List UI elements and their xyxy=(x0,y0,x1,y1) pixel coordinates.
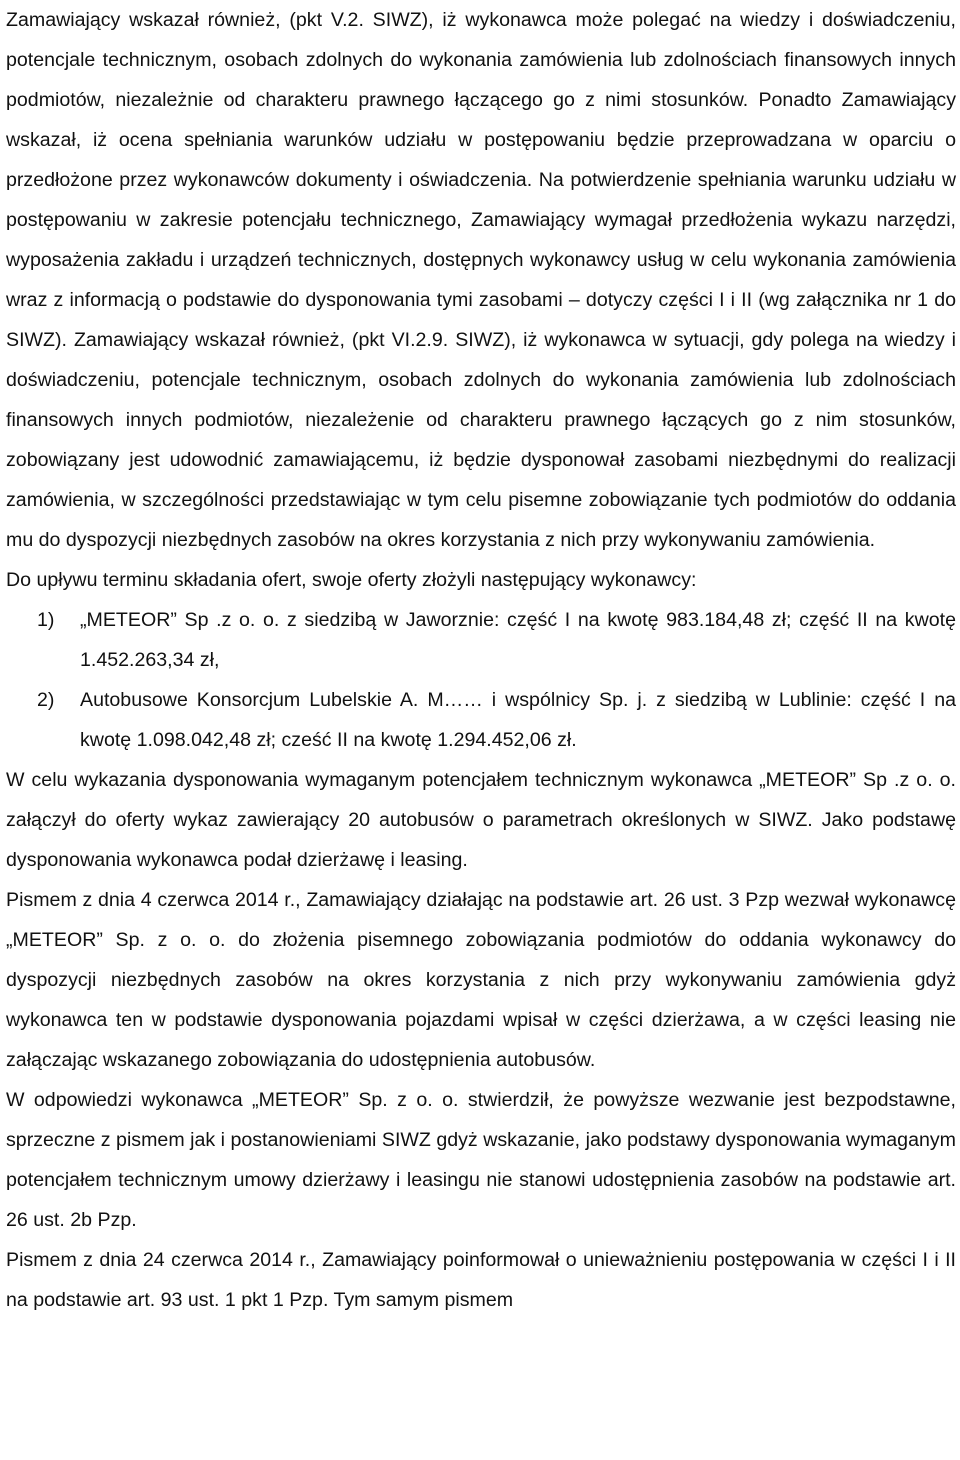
list-item-text: Autobusowe Konsorcjum Lubelskie A. M…… i wspólnicy Sp. j. z siedzibą w Lublinie: część I na kwotę 1.098.042,48 zł; cześć II na kwotę 1.294.452,06 zł. xyxy=(80,689,956,751)
paragraph-technical-capacity: W celu wykazania dysponowania wymaganym potencjałem technicznym wykonawca „METEOR” Sp .z o. o. załączył do oferty wykaz zawierający 20 autobusów o parametrach określonych w SIWZ. Jako podstawę dysponowania wykonawca podał dzierżawę i leasing. xyxy=(6,769,956,871)
paragraph-cancellation: Pismem z dnia 24 czerwca 2014 r., Zamawiający poinformował o unieważnieniu postępowania w części I i II na podstawie art. 93 ust. 1 pkt 1 Pzp. Tym samym pismem xyxy=(6,1249,956,1311)
list-item xyxy=(6,600,956,680)
paragraph-offers-intro: Do upływu terminu składania ofert, swoje oferty złożyli następujący wykonawcy: xyxy=(6,569,697,591)
list-item-text: „METEOR” Sp .z o. o. z siedzibą w Jaworznie: część I na kwotę 983.184,48 zł; część II na kwotę 1.452.263,34 zł, xyxy=(80,609,956,671)
paragraph-requirements: Zamawiający wskazał również, (pkt V.2. SIWZ), iż wykonawca może polegać na wiedzy i doświadczeniu, potencjale technicznym, osobach zdolnych do wykonania zamówienia lub zdolnościach finansowych innych podmiotów, niezależnie od charakteru prawnego łączącego go z nimi stosunków. Ponadto Zamawiający wskazał, iż ocena spełniania warunków udziału w postępowaniu będzie przeprowadzana w oparciu o przedłożone przez wykonawców dokumenty i oświadczenia. Na potwierdzenie spełniania warunku udziału w postępowaniu w zakresie potencjału technicznego, Zamawiający wymagał przedłożenia wykazu narzędzi, wyposażenia zakładu i urządzeń technicznych, dostępnych wykonawcy usług w celu wykonania zamówienia wraz z informacją o podstawie do dysponowania tymi zasobami – dotyczy części I i II (wg załącznika nr 1 do SIWZ). Zamawiający wskazał również, (pkt VI.2.9. SIWZ), iż wykonawca w sytuacji, gdy polega na wiedzy i doświadczeniu, potencjale technicznym, osobach zdolnych do wykonania zamówienia lub zdolnościach finansowych innych podmiotów, niezależenie od charakteru prawnego łączących go z nim stosunków, zobowiązany jest udowodnić zamawiającemu, iż będzie dysponował zasobami niezbędnymi do realizacji zamówienia, w szczególności przedstawiając w tym celu pisemne zobowiązanie tych podmiotów do oddania mu do dyspozycji niezbędnych zasobów na okres korzystania z nich przy wykonywaniu zamówienia. xyxy=(6,9,956,551)
offers-list xyxy=(6,600,956,760)
paragraph-contractor-response: W odpowiedzi wykonawca „METEOR” Sp. z o. o. stwierdził, że powyższe wezwanie jest bezpodstawne, sprzeczne z pismem jak i postanowieniami SIWZ gdyż wskazanie, jako podstawy dysponowania wymaganym potencjałem technicznym umowy dzierżawy i leasingu nie stanowi udostępnienia zasobów na podstawie art. 26 ust. 2b Pzp. xyxy=(6,1089,956,1231)
list-item-number: 1) xyxy=(37,609,55,631)
list-item xyxy=(6,680,956,760)
paragraph-call-for-documents: Pismem z dnia 4 czerwca 2014 r., Zamawiający działając na podstawie art. 26 ust. 3 Pzp wezwał wykonawcę „METEOR” Sp. z o. o. do złożenia pisemnego zobowiązania podmiotów do oddania wykonawcy do dyspozycji niezbędnych zasobów na okres korzystania z nich przy wykonywaniu zamówienia gdyż wykonawca ten w podstawie dysponowania pojazdami wpisał w części dzierżawa, a w części leasing nie załączając wskazanego zobowiązania do udostępnienia autobusów. xyxy=(6,889,956,1071)
list-item-number: 2) xyxy=(37,689,55,711)
